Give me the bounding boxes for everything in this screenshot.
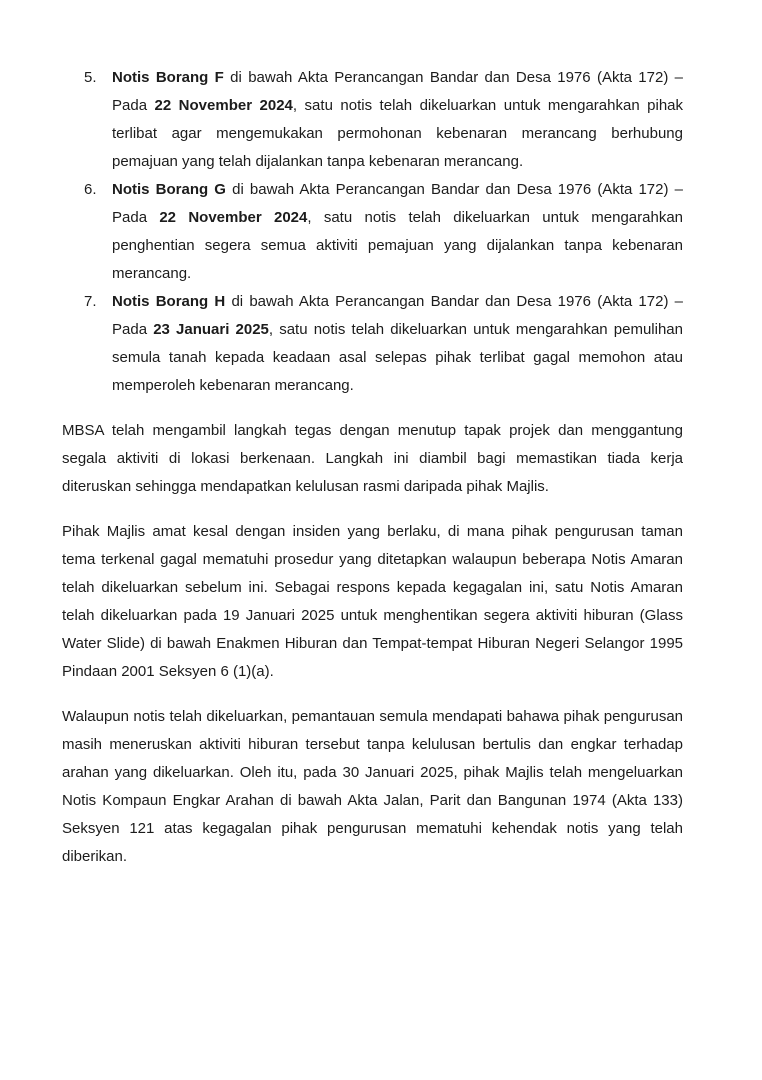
list-item-number: 6. — [84, 181, 97, 198]
notice-date-bold: 23 Januari 2025 — [153, 321, 269, 338]
list-item-notis-borang-h — [62, 288, 683, 400]
notice-body-text: di bawah Akta Perancangan Bandar dan Desa 1976 (Akta 172) – Pada — [112, 293, 683, 338]
notice-date-bold: 22 November 2024 — [159, 209, 308, 226]
notice-name-bold: Notis Borang F — [112, 69, 224, 86]
notice-name-bold: Notis Borang G — [112, 181, 226, 198]
paragraph-mbsa-action: MBSA telah mengambil langkah tegas dengan menutup tapak projek dan menggantung segala aktiviti di lokasi berkenaan. Langkah ini diambil bagi memastikan tiada kerja diteruskan sehingga mendapatkan kelulusan rasmi daripada pihak Majlis. — [62, 422, 683, 495]
notice-date-bold: 22 November 2024 — [154, 97, 293, 114]
list-item-number: 7. — [84, 293, 97, 310]
list-item-text — [112, 64, 683, 176]
notice-body-text: di bawah Akta Perancangan Bandar dan Desa 1976 (Akta 172) – Pada — [112, 69, 683, 114]
paragraph-majlis-regret: Pihak Majlis amat kesal dengan insiden yang berlaku, di mana pihak pengurusan taman tema terkenal gagal mematuhi prosedur yang ditetapkan walaupun beberapa Notis Amaran telah dikeluarkan sebelum ini. Sebagai respons kepada kegagalan ini, satu Notis Amaran telah dikeluarkan pada 19 Januari 2025 untuk menghentikan segera aktiviti hiburan (Glass Water Slide) di bawah Enakmen Hiburan dan Tempat-tempat Hiburan Negeri Selangor 1995 Pindaan 2001 Seksyen 6 (1)(a). — [62, 523, 683, 680]
list-item-notis-borang-f — [62, 64, 683, 176]
notice-body-text: , satu notis telah dikeluarkan untuk mengarahkan pemulihan semula tanah kepada keadaan asal selepas pihak terlibat gagal memohon atau memperoleh kebenaran merancang. — [112, 321, 683, 394]
list-item-text — [112, 288, 683, 400]
notice-name-bold: Notis Borang H — [112, 293, 226, 310]
notice-list — [62, 64, 683, 400]
list-item-notis-borang-g — [62, 176, 683, 288]
paragraph-kompaun-notice: Walaupun notis telah dikeluarkan, pemantauan semula mendapati bahawa pihak pengurusan masih meneruskan aktiviti hiburan tersebut tanpa kelulusan bertulis dan engkar terhadap arahan yang dikeluarkan. Oleh itu, pada 30 Januari 2025, pihak Majlis telah mengeluarkan Notis Kompaun Engkar Arahan di bawah Akta Jalan, Parit dan Bangunan 1974 (Akta 133) Seksyen 121 atas kegagalan pihak pengurusan mematuhi kehendak notis yang telah diberikan. — [62, 708, 683, 865]
list-item-text — [112, 176, 683, 288]
notice-body-text: , satu notis telah dikeluarkan untuk mengarahkan pihak terlibat agar mengemukakan permohonan kebenaran merancang berhubung pemajuan yang telah dijalankan tanpa kebenaran merancang. — [112, 97, 684, 170]
notice-body-text: di bawah Akta Perancangan Bandar dan Desa 1976 (Akta 172) – Pada — [112, 181, 683, 226]
notice-body-text: , satu notis telah dikeluarkan untuk mengarahkan penghentian segera semua aktiviti pemajuan yang dijalankan tanpa kebenaran merancang. — [112, 209, 684, 282]
list-item-number: 5. — [84, 69, 97, 86]
